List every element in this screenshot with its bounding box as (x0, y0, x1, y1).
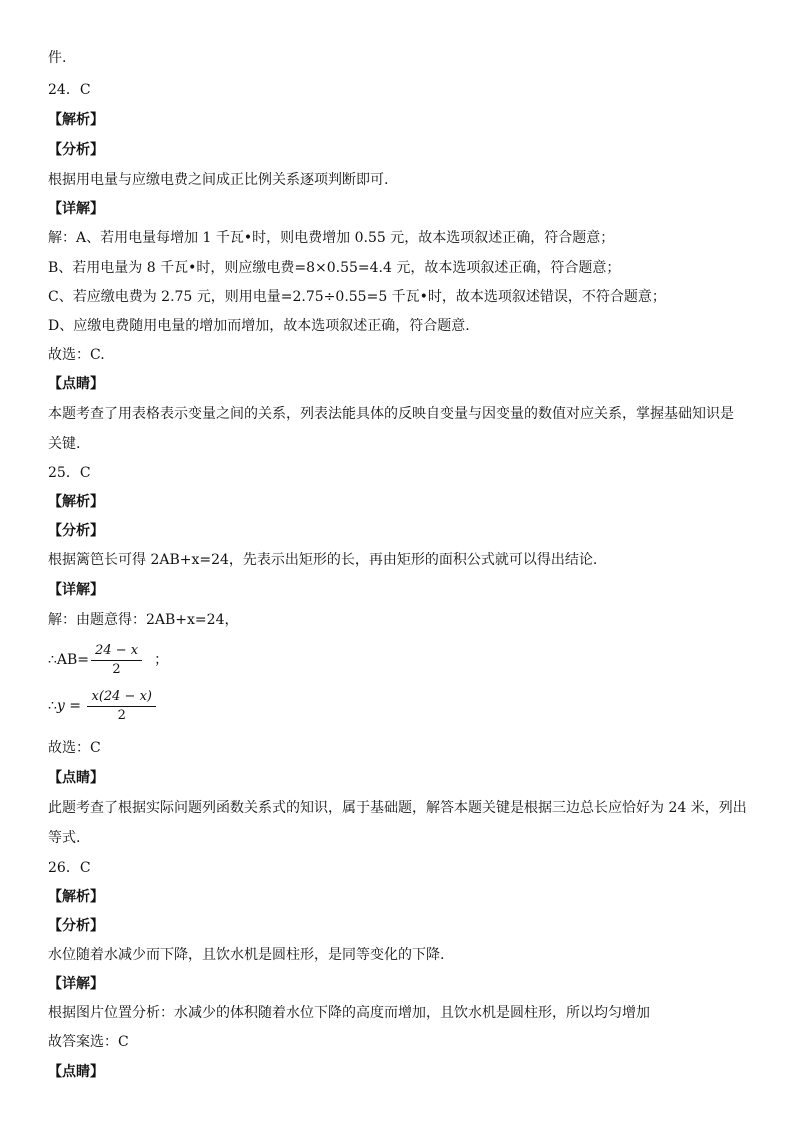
section-heading: 【点睛】 (48, 1064, 104, 1080)
question-number: 25．C (48, 465, 91, 481)
fraction-denominator: 2 (112, 661, 121, 677)
answer-line: 故答案选：C (48, 1034, 129, 1050)
section-heading: 【解析】 (48, 494, 104, 510)
variable-y: y (56, 698, 65, 714)
answer-line: 故选：C (48, 740, 101, 756)
text-line: D、应缴电费随用电量的增加而增加，故本选项叙述正确，符合题意. (48, 318, 470, 334)
section-heading: 【解析】 (48, 889, 104, 905)
text-line: C、若应缴电费为 2.75 元，则用电量=2.75÷0.55=5 千瓦•时，故本选项叙述错误，不符合题意； (48, 289, 666, 305)
fraction (87, 688, 156, 725)
question-number: 24．C (48, 82, 91, 98)
section-heading: 【解析】 (48, 112, 104, 128)
formula-ab (48, 640, 168, 680)
section-heading: 【详解】 (48, 582, 104, 598)
text-line: B、若用电量为 8 千瓦•时，则应缴电费=8×0.55=4.4 元，故本选项叙述正确，符合题意； (48, 260, 621, 276)
section-heading: 【点睛】 (48, 770, 104, 786)
fraction-denominator: 2 (117, 707, 126, 723)
text-line: 件. (48, 50, 67, 66)
formula-suffix: ； (154, 652, 169, 668)
section-heading: 【分析】 (48, 142, 104, 158)
fraction (91, 642, 142, 679)
question-number: 26．C (48, 860, 91, 876)
text-line: 解：由题意得：2AB+x=24， (48, 612, 239, 628)
text-line: 解：A、若用电量每增加 1 千瓦•时，则电费增加 0.55 元，故本选项叙述正确，符合题意； (48, 230, 615, 246)
text-line: 根据图片位置分析：水减少的体积随着水位下降的高度而增加，且饮水机是圆柱形，所以均匀增加 (48, 1005, 650, 1021)
section-heading: 【点睛】 (48, 376, 104, 392)
formula-y (48, 686, 158, 726)
text-line: 关键. (48, 436, 81, 452)
text-line: 水位随着水减少而下降，且饮水机是圆柱形，是同等变化的下降. (48, 947, 445, 963)
section-heading: 【分析】 (48, 918, 104, 934)
formula-prefix: ∴AB= (48, 652, 90, 668)
text-line: 根据篱笆长可得 2AB+x=24，先表示出矩形的长，再由矩形的面积公式就可以得出结论. (48, 552, 598, 568)
fraction-numerator: 24 − x (91, 642, 142, 661)
text-line: 本题考查了用表格表示变量之间的关系，列表法能具体的反映自变量与因变量的数值对应关系，掌握基础知识是 (48, 406, 734, 422)
answer-line: 故选：C. (48, 347, 105, 363)
formula-prefix: ∴ (48, 698, 57, 714)
section-heading: 【详解】 (48, 976, 104, 992)
text-line: 等式. (48, 830, 81, 846)
section-heading: 【详解】 (48, 201, 104, 217)
equals-sign: = (64, 698, 86, 714)
text-line: 根据用电量与应缴电费之间成正比例关系逐项判断即可. (48, 172, 389, 188)
text-line: 此题考查了根据实际问题列函数关系式的知识，属于基础题，解答本题关键是根据三边总长应恰好为 24 米，列出 (48, 800, 747, 816)
fraction-numerator: x(24 − x) (87, 688, 156, 707)
section-heading: 【分析】 (48, 523, 104, 539)
